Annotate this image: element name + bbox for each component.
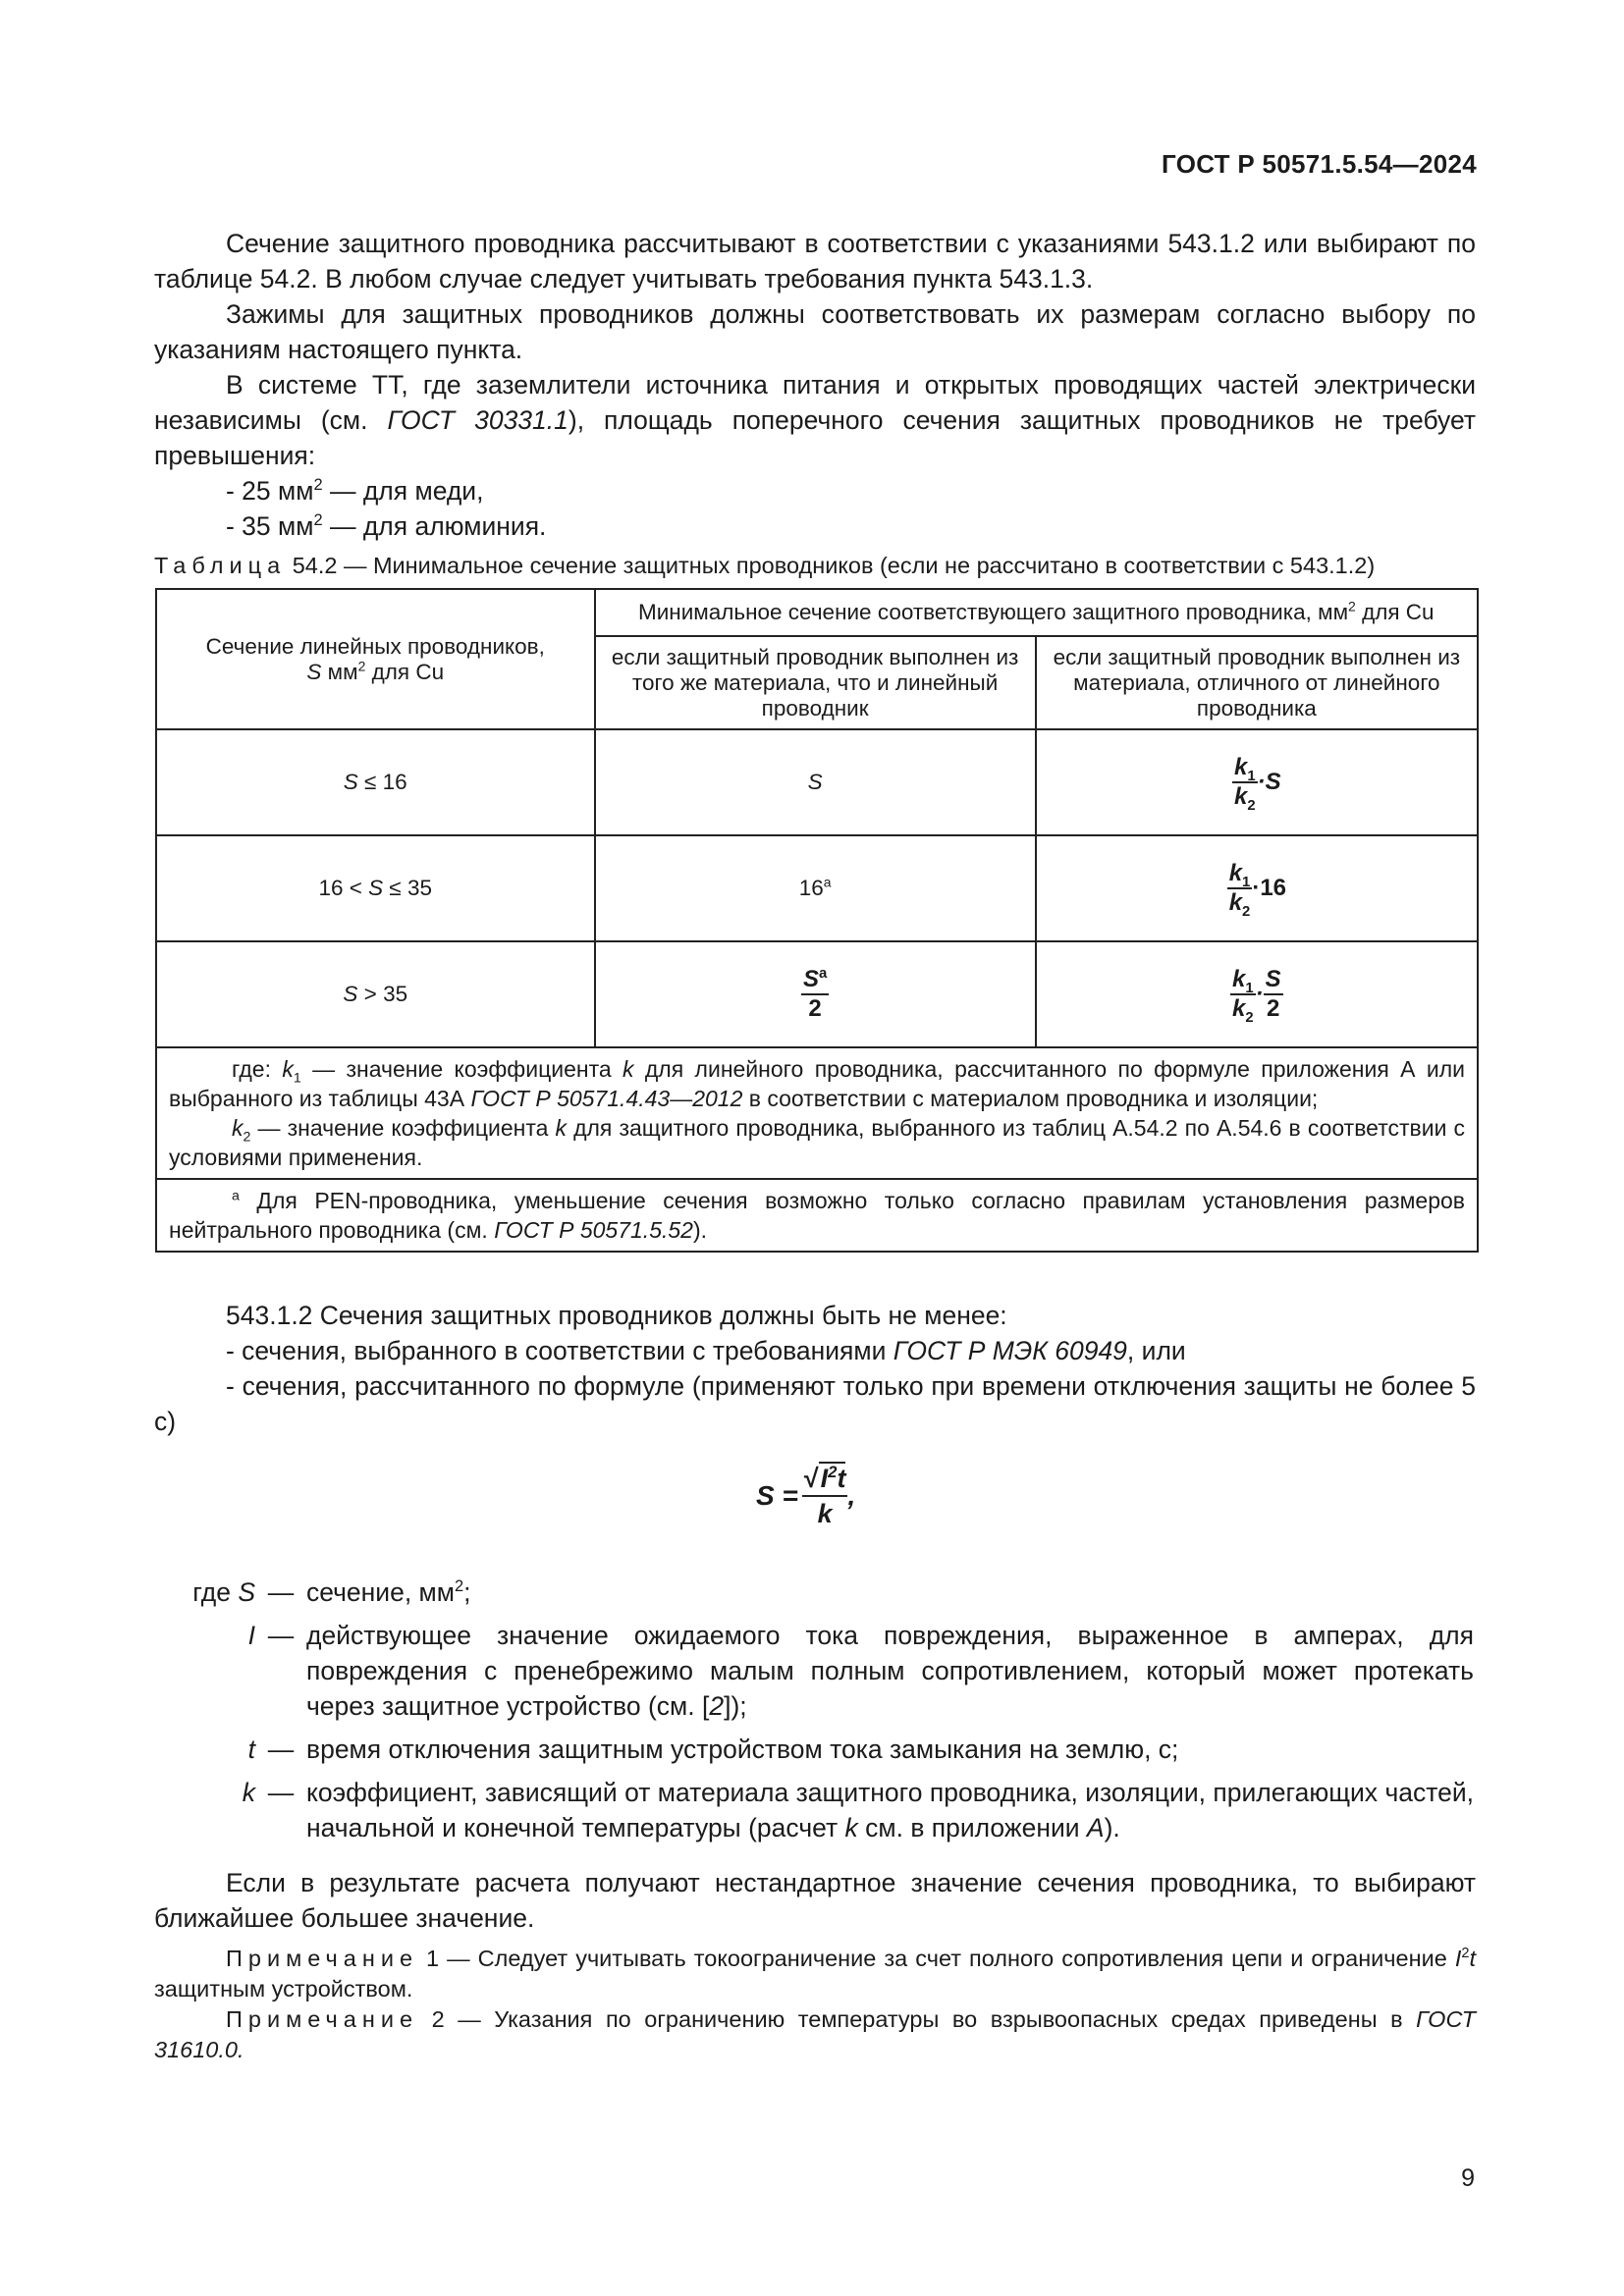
list-item-aluminium: - 35 $мм^2$ — для алюминия. [226,511,547,541]
note-2: Примечание 2 — Указания по ограничению температуры во взрывоопасных средах приведены в ГОСТ 31610.0. [154,2006,1476,2062]
min-cross-section-table [155,588,1479,1253]
definition-t: t — время отключения защитным устройством тока замыкания на землю, с; [247,1735,1179,1764]
range-cell: S > 35 [156,941,595,1047]
header-line-conductors: Сечение линейных проводников, S $мм^2$ для Cu [156,589,595,729]
table-row [156,941,1478,1047]
definition-s: где S — сечение, $мм^2$; [192,1577,471,1607]
cross-section-formula: S = $\frac{√I^2t}{k}$ , [756,1463,856,1528]
list-item-copper: - 25 $мм^2$ — для меди, [226,476,484,506]
different-material-cell: $\frac{k_1}{k_2}$ · $\frac{S}{2}$ [1036,941,1478,1047]
formula-definitions [169,1575,1474,1853]
range-cell: 16 < S ≤ 35 [156,835,595,941]
same-material-cell: $\frac{S^a}{2}$ [595,941,1036,1047]
paragraph-nonstandard: Если в результате расчета получают нестандартное значение сечения проводника, то выбирают ближайшее большее значение. [154,1868,1476,1933]
paragraph-cross-section: Сечение защитного проводника рассчитывают в соответствии с указаниями 543.1.2 или выбирают по таблице 54.2. В любом случае следует учитывать требования пункта 543.1.3. [154,229,1476,294]
clause-item-formula: - сечения, рассчитанного по формуле (применяют только при времени отключения защиты не более 5 с) [154,1371,1476,1436]
definition-i: I — действующее значение ожидаемого тока повреждения, выраженное в амперах, для повреждения с пренебрежимо малым полным сопротивлением, который может протекать через защитное устройство (см. [2]); [247,1621,1474,1721]
gost-reference: ГОСТ 30331.1 [387,405,568,435]
note-1: Примечание 1 — Следует учитывать токоограничение за счет полного сопротивления цепи и ограничение $I^2t$ защитным устройством. [154,1946,1476,2002]
definition-k: k — коэффициент, зависящий от материала защитного проводника, изоляции, прилегающих частей, начальной и конечной температуры (расчет k см. в приложении А). [242,1778,1474,1842]
table-notes-row [156,1047,1478,1179]
clause-item-iec: - сечения, выбранного в соответствии с требованиями ГОСТ Р МЭК 60949, или [226,1336,1186,1365]
clause-543-1-2: 543.1.2 Сечения защитных проводников должны быть не менее: [226,1301,1007,1330]
table-footnote-row [156,1179,1478,1252]
pen-footnote: $^a$ Для PEN-проводника, уменьшение сечения возможно только согласно правилам установления размеров нейтрального проводника (см. ГОСТ Р 50571.5.52). [156,1179,1478,1252]
table-row [156,729,1478,835]
different-material-cell: $\frac{k_1}{k_2}$ ·S [1036,729,1478,835]
header-protective-conductor-group: Минимальное сечение соответствующего защитного проводника, $мм^2$ для Cu [595,589,1478,636]
same-material-cell: S [595,729,1036,835]
different-material-cell: $\frac{k_1}{k_2}$ ·16 [1036,835,1478,941]
document-header: ГОСТ Р 50571.5.54—2024 [1162,149,1477,179]
coefficients-note: где: $k_1$ — значение коэффициента k для линейного проводника, рассчитанного по формуле приложения А или выбранного из таблицы 43А ГОСТ Р 50571.4.43—2012 в соответствии с материалом проводника и изоляции; $k_2$ — значение коэффициента k для защитного проводника, выбранного из таблиц А.54.2 по А.54.6 в соответствии с условиями применения. [156,1047,1478,1179]
table-row [156,835,1478,941]
table-caption: Таблица 54.2 — Минимальное сечение защитных проводников (если не рассчитано в соответствии с 543.1.2) [154,553,1376,578]
range-cell: S ≤ 16 [156,729,595,835]
header-same-material: если защитный проводник выполнен из того же материала, что и линейный проводник [595,636,1036,729]
paragraph-tt-system: В системе ТТ, где заземлители источника питания и открытых проводящих частей электрически независимы (см. ГОСТ 30331.1), площадь поперечного сечения защитных проводников не требует превышения: [154,370,1477,470]
header-different-material: если защитный проводник выполнен из материала, отличного от линейного проводника [1036,636,1478,729]
page-number: 9 [1461,2164,1475,2192]
same-material-cell: 16$^a$ [595,835,1036,941]
paragraph-clamps: Зажимы для защитных проводников должны соответствовать их размерам согласно выбору по указаниям настоящего пункта. [154,299,1476,364]
